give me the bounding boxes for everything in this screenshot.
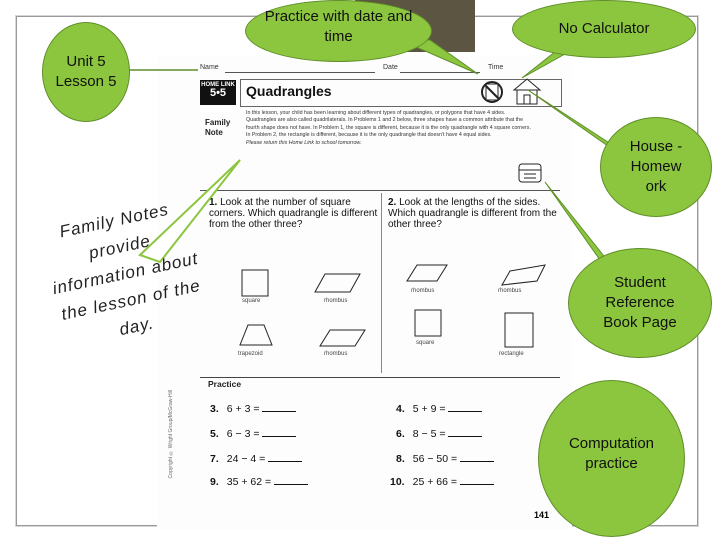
practice-title: Practice: [208, 379, 242, 389]
callout-no-calculator: [512, 0, 696, 58]
question-2-text: Look at the lengths of the sides. Which quadrangle is different from the other three?: [388, 197, 557, 230]
callout-unit-lesson: [42, 22, 130, 122]
problem-5-number: 5.: [210, 428, 219, 440]
callout-student-reference-text: Student Reference Book Page: [603, 274, 677, 331]
callout-date-time-text: Practice with date and time: [264, 8, 413, 45]
problem-5-expr: 6 − 3 =: [226, 428, 260, 440]
label-trapezoid: trapezoid: [238, 351, 263, 357]
family-note-body: In this lesson, your child has been learning about different types of quadrangles, or polygons that have 4 sides. Quadrangles are also called quadrilaterals. In Problems 1 and 2 below, three shapes have a common attribute that the fourth shape does not have. In Problem 1, the square is different, because it is the only quadrangle with 4 square corners. In Problem 2, the rectangle is different, because it is the only quadrangle that doesn't have 4 equal sides.: [246, 110, 531, 139]
family-note-label-line1: Family: [205, 118, 231, 127]
copyright-text: Copyright © Wright Group/McGraw-Hill: [168, 390, 174, 479]
label-rhombus-3: rhombus: [411, 288, 435, 294]
question-2-number: 2.: [388, 197, 397, 208]
problem-9-expr: 35 + 62 =: [226, 476, 272, 488]
home-link-number: 5•5: [209, 87, 227, 99]
problem-10-number: 10.: [390, 476, 405, 488]
label-rhombus-4: rhombus: [498, 288, 522, 294]
date-label: Date: [383, 64, 398, 71]
family-note-return: Please return this Home Link to school tomorrow.: [246, 139, 362, 146]
label-rhombus-2: rhombus: [324, 351, 348, 357]
callout-unit-lesson-text: Unit 5 Lesson 5: [55, 53, 117, 90]
callout-computation: [538, 380, 685, 537]
callout-house-homework: [600, 117, 712, 217]
label-rectangle: rectangle: [499, 351, 524, 357]
problem-10-expr: 25 + 66 =: [412, 476, 457, 488]
family-note-label-line2: Note: [205, 128, 223, 137]
problem-9-number: 9.: [210, 476, 219, 488]
problem-7-number: 7.: [210, 453, 219, 465]
problem-4-number: 4.: [396, 403, 405, 415]
worksheet-title: Quadrangles: [246, 83, 332, 99]
label-square-2: square: [416, 340, 435, 346]
question-1-number: 1.: [209, 197, 218, 208]
callout-computation-text: Computation practice: [568, 434, 655, 472]
problem-8-number: 8.: [396, 453, 405, 465]
problem-6-expr: 8 − 5 =: [412, 428, 446, 440]
name-label: Name: [200, 64, 219, 71]
family-notes-caption: Family Notes provide information about the lesson of the day.: [50, 199, 203, 340]
label-rhombus: rhombus: [324, 298, 348, 304]
callout-student-reference: [568, 248, 712, 358]
home-link-text: HOME LINK: [201, 82, 235, 88]
callout-house-homework-text: House - Homew ork: [629, 138, 683, 195]
callout-no-calculator-text: No Calculator: [558, 20, 650, 37]
time-label: Time: [488, 64, 504, 71]
problem-7-expr: 24 − 4 =: [226, 453, 266, 465]
problem-6-number: 6.: [396, 428, 405, 440]
question-1-text: Look at the number of square corners. Which quadrangle is different from the other three?: [209, 197, 378, 230]
problem-3-number: 3.: [210, 403, 219, 415]
callout-date-time: [245, 0, 432, 62]
page-number: 141: [534, 510, 550, 520]
problem-4-expr: 5 + 9 =: [412, 403, 446, 415]
problem-3-expr: 6 + 3 =: [226, 403, 260, 415]
label-square: square: [242, 298, 261, 304]
problem-8-expr: 56 − 50 =: [412, 453, 458, 465]
